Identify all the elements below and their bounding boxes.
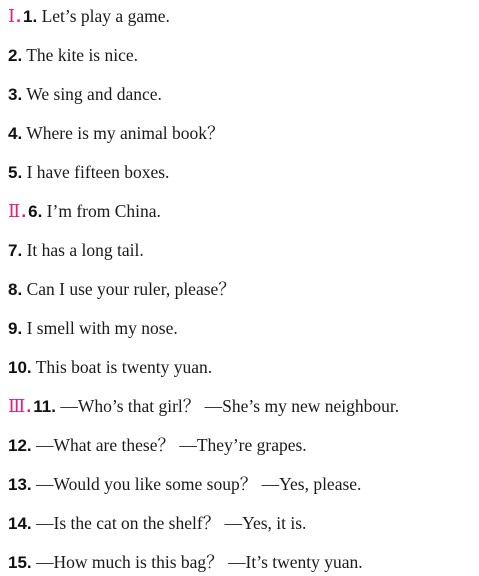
section-dot: . bbox=[16, 6, 21, 26]
answer-line bbox=[8, 278, 236, 301]
item-number: 11. bbox=[33, 397, 56, 416]
section-dot: . bbox=[26, 396, 32, 416]
item-text: This boat is twenty yuan. bbox=[31, 357, 213, 377]
answer-line bbox=[8, 512, 306, 535]
item-text: —Is the cat on the shelf？ —Yes, it is. bbox=[31, 513, 307, 533]
item-number: 12. bbox=[8, 436, 32, 455]
item-text: I have fifteen boxes. bbox=[22, 162, 170, 182]
item-number: 15. bbox=[8, 553, 32, 572]
answer-line bbox=[8, 5, 170, 28]
item-number: 2. bbox=[8, 46, 23, 65]
item-number: 9. bbox=[8, 319, 23, 338]
item-text: We sing and dance. bbox=[22, 84, 162, 104]
answer-line bbox=[8, 83, 162, 106]
answer-line bbox=[8, 395, 399, 418]
item-text: I’m from China. bbox=[42, 201, 161, 221]
item-number: 7. bbox=[8, 241, 23, 260]
section-label: Ⅰ bbox=[8, 6, 16, 26]
item-text: I smell with my nose. bbox=[22, 318, 178, 338]
item-text: It has a long tail. bbox=[22, 240, 144, 260]
item-number: 1. bbox=[23, 7, 38, 26]
item-number: 5. bbox=[8, 163, 23, 182]
section-dot: . bbox=[21, 201, 27, 221]
item-number: 13. bbox=[8, 475, 32, 494]
answer-line bbox=[8, 122, 225, 145]
section-label: Ⅱ bbox=[8, 201, 21, 221]
item-text: —How much is this bag？ —It’s twenty yuan. bbox=[31, 552, 363, 572]
answer-line bbox=[8, 44, 138, 67]
item-text: The kite is nice. bbox=[22, 45, 139, 65]
answer-line bbox=[8, 161, 169, 184]
item-number: 3. bbox=[8, 85, 23, 104]
answer-line bbox=[8, 239, 144, 262]
item-text: Where is my animal book？ bbox=[22, 123, 225, 143]
answer-line bbox=[8, 434, 307, 457]
item-text: Can I use your ruler, please？ bbox=[22, 279, 236, 299]
item-text: —Who’s that girl？ —She’s my new neighbour. bbox=[55, 396, 400, 416]
item-text: Let’s play a game. bbox=[37, 6, 170, 26]
item-text: —What are these？ —They’re grapes. bbox=[31, 435, 307, 455]
answer-line bbox=[8, 200, 161, 223]
answer-line bbox=[8, 317, 178, 340]
item-number: 14. bbox=[8, 514, 32, 533]
answer-line bbox=[8, 551, 363, 574]
item-number: 8. bbox=[8, 280, 23, 299]
answer-line bbox=[8, 356, 212, 379]
item-number: 4. bbox=[8, 124, 23, 143]
item-text: —Would you like some soup？ —Yes, please. bbox=[31, 474, 362, 494]
item-number: 6. bbox=[28, 202, 43, 221]
section-label: Ⅲ bbox=[8, 396, 26, 416]
answer-line bbox=[8, 473, 361, 496]
item-number: 10. bbox=[8, 358, 32, 377]
